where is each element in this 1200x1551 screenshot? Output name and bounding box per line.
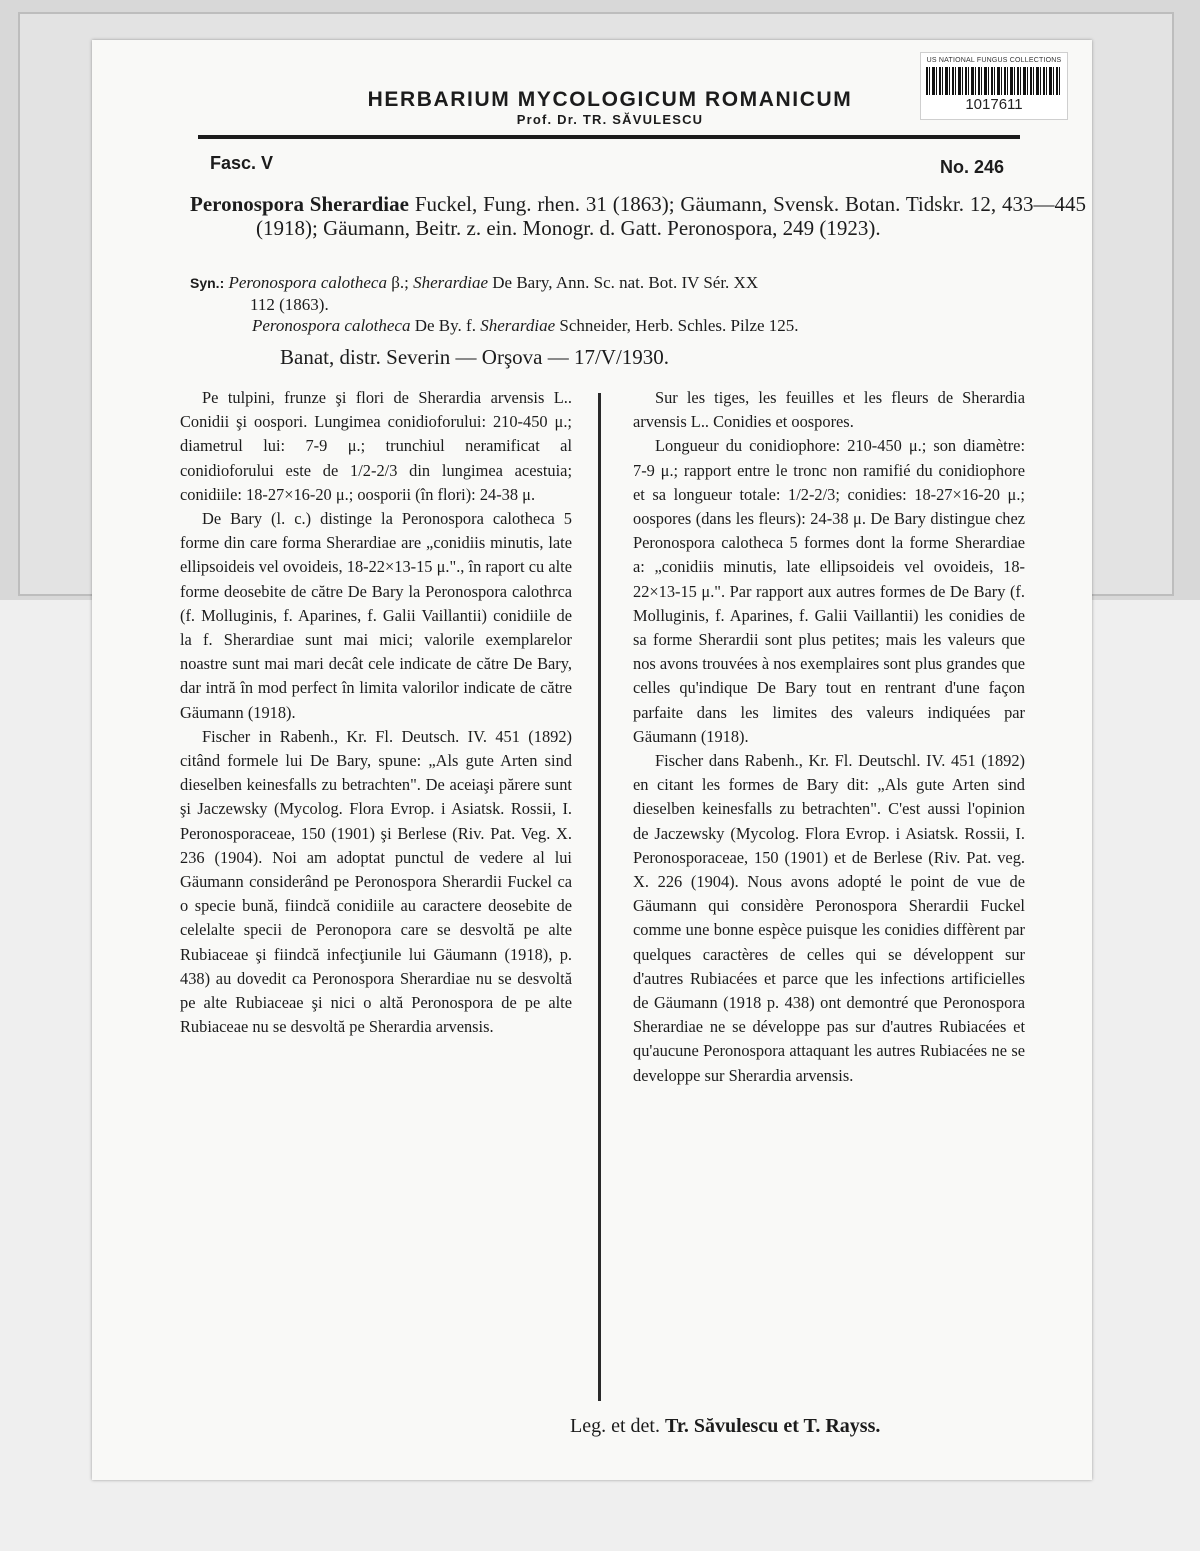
french-paragraph-2: Longueur du conidiophore: 210-450 μ.; son diamètre: 7-9 μ.; rapport entre le tronc non ramifié du conidiophore et sa longueur totale: 1/2-2/3; conidies: 18-27×16-20 μ.; oospores (dans les fleurs): 24-38 μ. De Bary distingue chez Peronospora calotheca 5 formes dont la forme Sherardiae a: „conidiis minutis, late ellipsoideis vel ovoideis, 18-22×13-15 μ.". Par rapport aux autres formes de De Bary (f. Molluginis, f. Aparines, f. Galii Vaillantii) les conidies de sa forme Sherardii sont plus petites; mais les valeurs que nos avons trouvées à nos exemplaires sont plus grandes que celles qu'indique De Bary tout en rentrant d'une façon parfaite dans les limites des valeurs indiquées par Gäumann (1918). bbox=[633, 436, 1025, 746]
french-paragraph-1: Sur les tiges, les feuilles et les fleurs de Sherardia arvensis L.. Conidies et oospores. bbox=[633, 388, 1025, 432]
synonym-2-mid: De By. f. bbox=[410, 316, 481, 335]
species-citation: Fuckel, Fung. rhen. 31 (1863); Gäumann, Svensk. Botan. Tidskr. 12, 433—445 (1918); Gäumann, Beitr. z. ein. Monogr. d. Gatt. Peronospora, 249 (1923). bbox=[256, 192, 1086, 240]
fascicle-label: Fasc. V bbox=[210, 153, 274, 173]
synonym-2-form: Sherardiae bbox=[480, 316, 556, 335]
legit-collectors: Tr. Săvulescu et T. Rayss. bbox=[664, 1415, 881, 1437]
specimen-number: No. 246 bbox=[939, 157, 1004, 177]
synonym-1-ref: De Bary, Ann. Sc. nat. Bot. IV Sér. XX bbox=[488, 273, 759, 292]
legit-prefix: Leg. et det. bbox=[570, 1415, 660, 1437]
synonym-1-name: Peronospora calotheca bbox=[228, 273, 387, 292]
synonym-line-3 bbox=[190, 315, 1020, 336]
synonym-1-rest: β.; bbox=[386, 273, 414, 292]
synonym-2-ref: Schneider, Herb. Schles. Pilze 125. bbox=[555, 316, 799, 335]
synonym-label: Syn.: bbox=[190, 275, 225, 291]
barcode-number: 1017611 bbox=[965, 96, 1023, 113]
romanian-paragraph-3: Fischer in Rabenh., Kr. Fl. Deutsch. IV. 451 (1892) citând formele lui De Bary, spune: „Als gute Arten sind dieselben keinesfalls zu betrachten". De aceiaşi părere sunt şi Jaczewsky (Mycolog. Flora Evrop. i Asiatsk. Rossii, I. Peronosporaceae, 150 (1901) şi Berlese (Riv. Pat. Veg. X. 236 (1904). Noi am adoptat punctul de vedere al lui Gäumann considerând pe Peronospora Sherardii Fuckel ca o specie bună, fiindcă conidiile au caractere deosebite de celelalte specii de Peronopora care se desvoltă pe alte Rubiaceae şi fiindcă infecţiunile lui Gäumann (1918), p. 438) au dovedit ca Peronospora Sherardiae nu se desvoltă pe alte Rubiaceae şi nici o altă Peronospora de pe alte Rubiaceae nu se desvoltă pe Sherardia arvensis. bbox=[180, 726, 572, 1037]
synonyms-block bbox=[190, 272, 1020, 336]
french-paragraph-3: Fischer dans Rabenh., Kr. Fl. Deutschl. IV. 451 (1892) en citant les formes de Bary dit: „Als gute Arten sind dieselben keinesfalls zu betrachten". C'est aussi l'opinion de Jaczewsky (Mycolog. Flora Evrop. i Asiatsk. Rossii, I. Peronosporaceae, 150 (1901) et de Berlese (Riv. Pat. veg. X. 226 (1904). Nous avons adopté le point de vue de Gäumann qui considère Peronospora Sherardii Fuckel comme une bonne espèce puisque les conidies diffèrent par quelques caractères de celles qui se développent sur d'autres Rubiacées et parce que les infections artificielles de Gäumann (1918 p. 438) ont demontré que Peronospora Sherardiae ne se développe pas sur d'autres Rubiacées et qu'aucune Peronospora attaquant les autres Rubiacées ne se developpe sur Sherardia arvensis. bbox=[633, 751, 1025, 1085]
french-column bbox=[633, 386, 1025, 1088]
romanian-paragraph-1: Pe tulpini, frunze şi flori de Sherardia arvensis L.. Conidii şi oospori. Lungimea conidioforului: 210-450 μ.; diametrul lui: 7-9 μ.; trunchiul neramificat al conidioforului este de 1/2-2/3 din lungimea acestuia; conidiile: 18-27×16-20 μ.; oosporii (în flori): 24-38 μ. bbox=[180, 388, 572, 504]
locality-line: Banat, distr. Severin — Orşova — 17/V/1930. bbox=[280, 345, 670, 369]
synonym-1-form: Sherardiae bbox=[413, 273, 489, 292]
synonym-line-1 bbox=[190, 272, 1020, 294]
header-rule bbox=[198, 135, 1020, 139]
herbarium-title: HERBARIUM MYCOLOGICUM ROMANICUM bbox=[367, 88, 853, 111]
column-divider bbox=[598, 393, 601, 1401]
synonym-line-2: 112 (1863). bbox=[250, 295, 329, 314]
species-name: Peronospora Sherardiae bbox=[190, 192, 409, 216]
synonym-2-name: Peronospora calotheca bbox=[252, 316, 411, 335]
romanian-column bbox=[180, 386, 572, 1039]
herbarium-subtitle: Prof. Dr. TR. SĂVULESCU bbox=[516, 112, 704, 127]
legit-line bbox=[570, 1415, 1000, 1438]
barcode-label bbox=[920, 52, 1068, 120]
barcode-caption: US NATIONAL FUNGUS COLLECTIONS bbox=[926, 57, 1062, 64]
barcode-icon bbox=[926, 67, 1062, 95]
species-heading bbox=[190, 192, 1086, 240]
romanian-paragraph-2: De Bary (l. c.) distinge la Peronospora calotheca 5 forme din care forma Sherardiae are „conidiis minutis, late ellipsoideis vel ovoideis, 18-22×13-15 μ."., în raport cu alte forme deosebite de către De Bary la Peronospora calothrca (f. Molluginis, f. Aparines, f. Galii Vaillantii) conidiile de la f. Sherardiae sunt mai mici; valorile exemplarelor noastre sunt mai mari decât cele indicate de către De Bary, dar intră în mod perfect în limita valorilor indicate de către Gäumann (1918). bbox=[180, 509, 572, 722]
